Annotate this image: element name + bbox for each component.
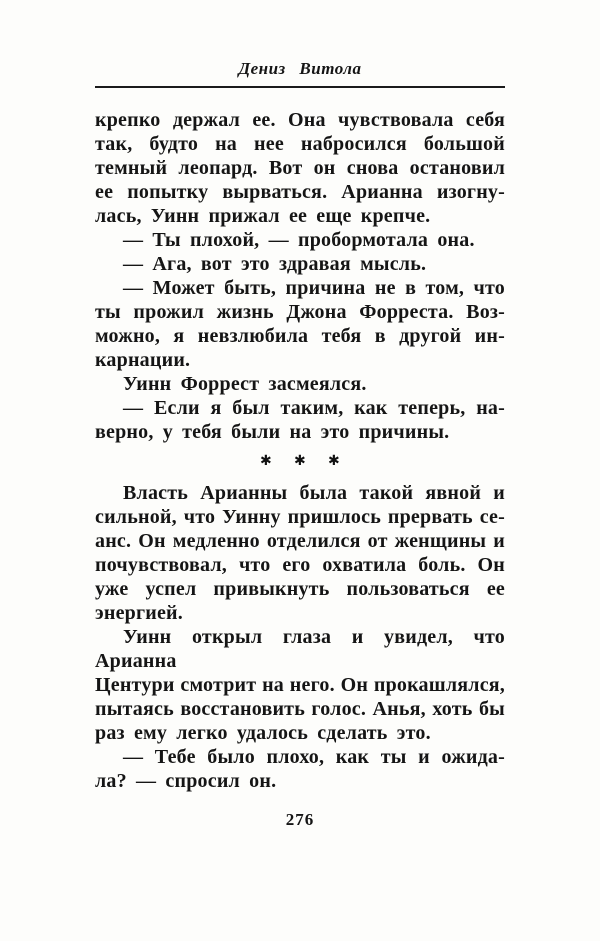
text-line: можно, я невзлюбила тебя в другой ин-	[95, 325, 505, 347]
text-line: сильной, что Уинну пришлось прервать се-	[95, 506, 505, 528]
text-line: лась, Уинн прижал ее еще крепче.	[95, 205, 431, 227]
text-line: — Тебе было плохо, как ты и ожида-	[123, 746, 505, 768]
text-line: почувствовал, что его охватила боль. Он	[95, 554, 505, 576]
text-line: Уинн Форрест засмеялся.	[123, 373, 367, 395]
text-line: ла? — спросил он.	[95, 770, 277, 792]
text-line: — Если я был таким, как теперь, на-	[123, 397, 505, 419]
text-line: — Может быть, причина не в том, что	[123, 277, 505, 299]
text-line: раз ему легко удалось сделать это.	[95, 722, 431, 744]
text-line: верно, у тебя были на это причины.	[95, 421, 450, 443]
text-line: Власть Арианны была такой явной и	[123, 482, 505, 504]
page-number: 276	[285, 810, 315, 829]
text-section	[95, 108, 505, 444]
running-header: Дениз Витола	[238, 59, 362, 78]
header-rule	[95, 86, 505, 88]
text-line: уже успел привыкнуть пользоваться ее	[95, 578, 505, 600]
text-line: ее попытку вырваться. Арианна изогну-	[95, 181, 505, 203]
text-line: крепко держал ее. Она чувствовала себя	[95, 109, 505, 131]
text-line: — Ты плохой, — пробормотала она.	[123, 229, 475, 251]
text-line: пытаясь восстановить голос. Анья, хоть бы	[95, 698, 505, 720]
text-line: анс. Он медленно отделился от женщины и	[95, 530, 505, 552]
text-line: энергией.	[95, 602, 183, 624]
text-line: темный леопард. Вот он снова остановил	[95, 157, 505, 179]
text-line: так, будто на нее набросился большой	[95, 133, 505, 155]
text-line: — Ага, вот это здравая мысль.	[123, 253, 427, 275]
text-line: карнации.	[95, 349, 191, 371]
text-section	[95, 481, 505, 793]
section-separator: ✱ ✱ ✱	[260, 453, 340, 469]
text-line: ты прожил жизнь Джона Форреста. Воз-	[95, 301, 505, 323]
text-column	[95, 108, 505, 793]
text-line: Уинн открыл глаза и увидел, что Арианна	[95, 626, 505, 672]
text-line: Центури смотрит на него. Он прокашлялся,	[95, 674, 505, 696]
